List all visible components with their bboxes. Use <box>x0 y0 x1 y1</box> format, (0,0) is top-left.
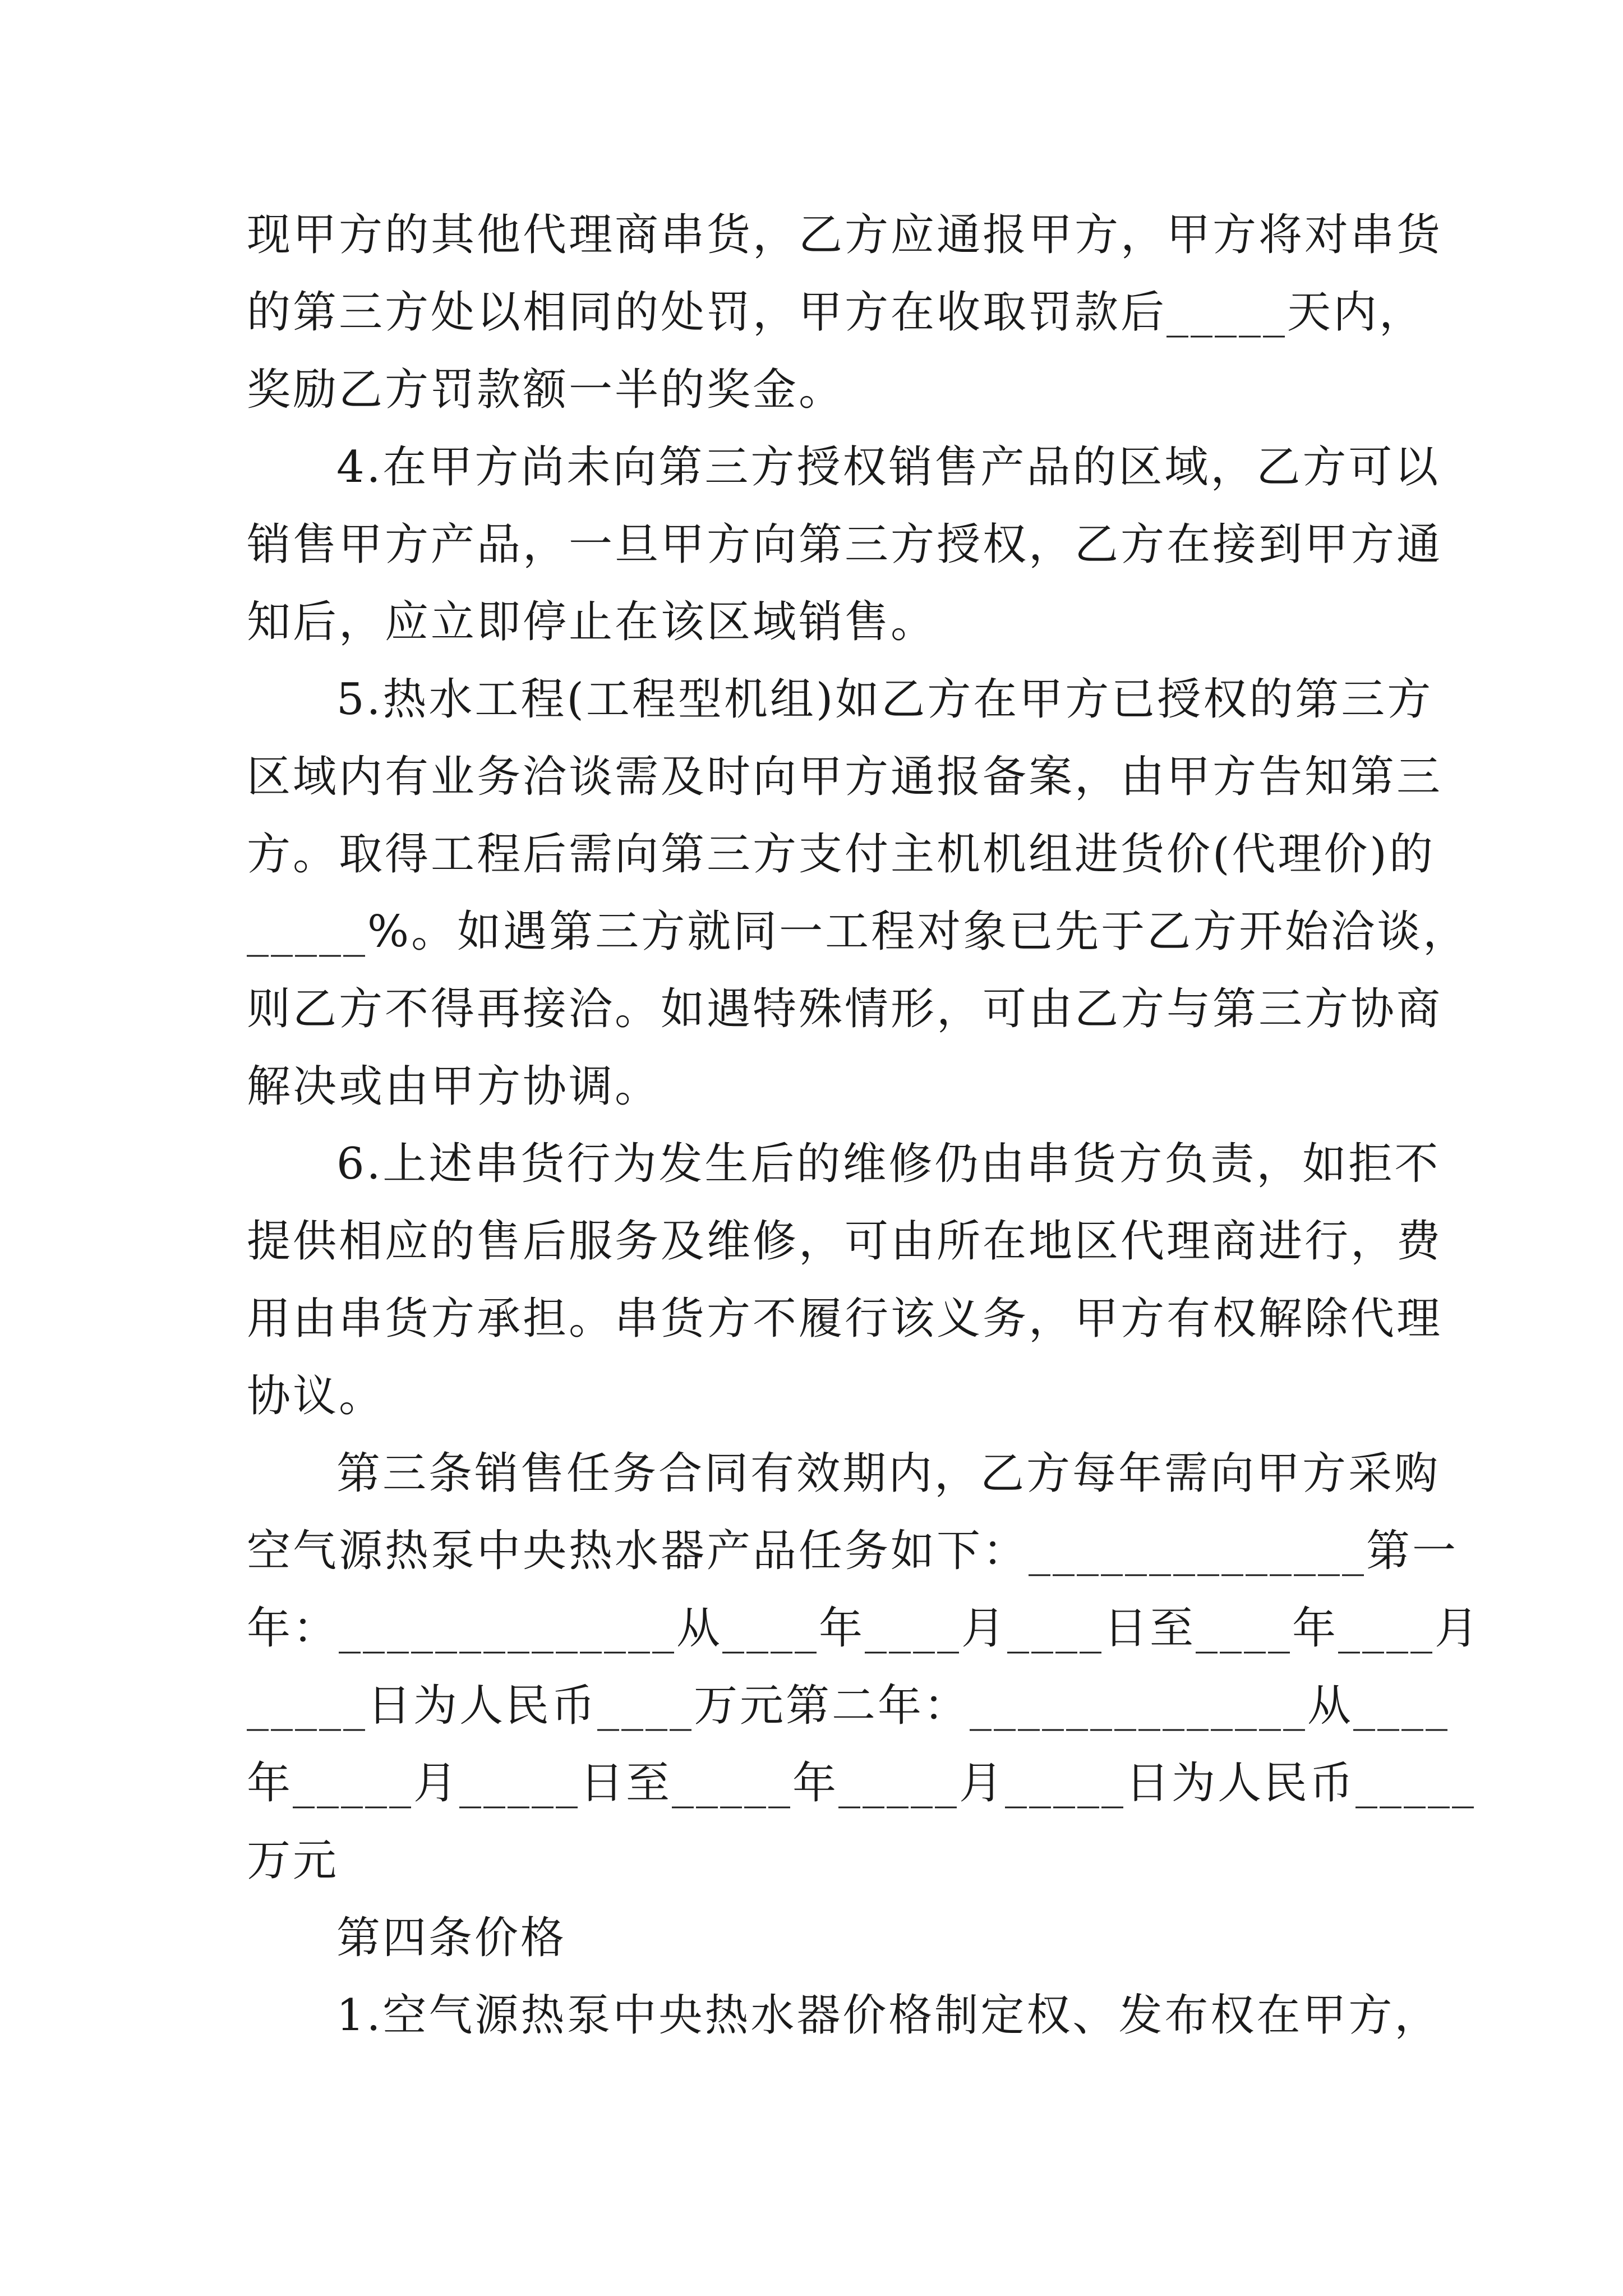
text-line: 的第三方处以相同的处罚，甲方在收取罚款后_____天内， <box>247 287 1426 338</box>
text-line: 区域内有业务洽谈需及时向甲方通报备案，由甲方告知第三 <box>247 752 1443 802</box>
text-line: 销售甲方产品，一旦甲方向第三方授权，乙方在接到甲方通 <box>247 519 1443 570</box>
article-3-heading: 第三条销售任务合同有效期内，乙方每年需向甲方采购 <box>336 1448 1441 1499</box>
text-line: 协议。 <box>247 1371 385 1421</box>
text-line: 解决或由甲方协调。 <box>247 1061 661 1112</box>
clause-6-line: 6.上述串货行为发生后的维修仍由串货方负责，如拒不 <box>336 1139 1441 1189</box>
clause-4-line: 4.在甲方尚未向第三方授权销售产品的区域，乙方可以 <box>336 442 1441 493</box>
text-line: _____%。如遇第三方就同一工程对象已先于乙方开始洽谈， <box>247 907 1469 957</box>
text-line: 提供相应的售后服务及维修，可由所在地区代理商进行，费 <box>247 1216 1443 1267</box>
text-line: _____日为人民币____万元第二年：______________从____ <box>247 1681 1450 1731</box>
text-line: 方。取得工程后需向第三方支付主机机组进货价(代理价)的 <box>247 829 1435 880</box>
text-line: 现甲方的其他代理商串货，乙方应通报甲方，甲方将对串货 <box>247 210 1443 260</box>
text-line: 年：______________从____年____月____日至____年____月 <box>247 1603 1481 1654</box>
text-line: 则乙方不得再接洽。如遇特殊情形，可由乙方与第三方协商 <box>247 984 1443 1034</box>
text-line: 万元 <box>247 1835 339 1886</box>
contract-body <box>247 196 1481 2054</box>
text-line: 空气源热泵中央热水器产品任务如下：______________第一 <box>247 1526 1459 1576</box>
text-line: 奖励乙方罚款额一半的奖金。 <box>247 365 845 415</box>
text-line: 年_____月_____日至_____年_____月_____日为人民币_____ <box>247 1758 1477 1809</box>
text-line: 知后，应立即停止在该区域销售。 <box>247 597 937 647</box>
article-4-heading: 第四条价格 <box>336 1913 567 1963</box>
clause-5-line: 5.热水工程(工程型机组)如乙方在甲方已授权的第三方 <box>336 674 1433 725</box>
clause-1-line: 1.空气源热泵中央热水器价格制定权、发布权在甲方， <box>336 1990 1441 2041</box>
text-line: 用由串货方承担。串货方不履行该义务，甲方有权解除代理 <box>247 1294 1443 1344</box>
